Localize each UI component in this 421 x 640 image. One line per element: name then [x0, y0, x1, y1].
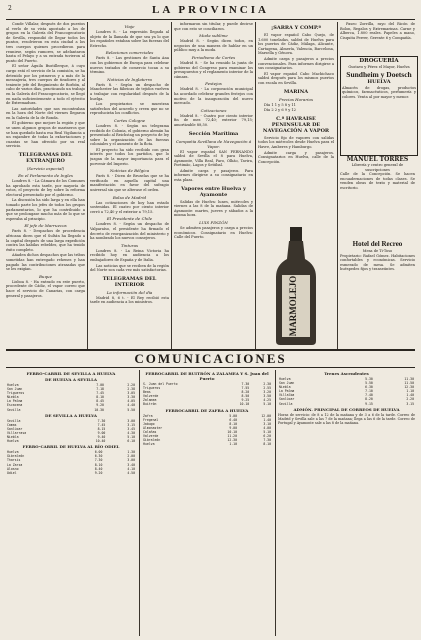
bottle-label: MARMOLEJO [288, 275, 298, 337]
column-2 [90, 22, 169, 350]
article-paragraph: Madrid 8. - Según dicen todos, en negocios de una manera de hablar en un público muy a la moda. [174, 39, 253, 53]
timetable-heading: DE SEVILLA A HUELVA [45, 412, 97, 418]
departure-time: 2.55 [263, 386, 271, 391]
article-heading: Festejos [205, 81, 222, 87]
article-paragraph: Los propietarios se muestran satisfechos del acuerdo y creen que no se reproducirán los conflictos. [90, 102, 169, 116]
departure-time: 8.10 [229, 421, 238, 426]
station-name: La Zarza [7, 462, 23, 467]
communications-heading: COMUNICACIONES [134, 351, 287, 366]
timetable-column-3 [278, 370, 415, 636]
station-name: Sevilla [7, 407, 21, 412]
article-paragraph: El vapor español Cabo Machichaco saldrá después para los mismos puertos con escala en Sevilla. [258, 71, 334, 85]
station-name: Fregenal [143, 417, 159, 422]
departure-time: 2.30 [263, 382, 271, 386]
article-paragraph: Admite carga y pasajeros. Para informes dirigirse a su consignatario en esta plaza. [174, 168, 253, 183]
article-paragraph: Madrid 8. - Cuatro por ciento interior fin de mes 72,40; exterior 79,15; amortizable 88,50. [174, 113, 253, 127]
departure-time: 8.20 [365, 397, 373, 402]
departure-time: 4.05 [127, 399, 135, 404]
column-5 [340, 22, 415, 52]
timetable-heading: FERRO-CARRIL DE SEVILLA A HUELVA [26, 371, 116, 376]
timetable [6, 383, 136, 412]
departure-time: 12.30 [404, 385, 414, 390]
column-divider [255, 22, 256, 350]
article-paragraph: Las cotizaciones de hoy han estado sostenidas. El cuatro por ciento interior cerró a 72,40 y el exterior a 79,15. [90, 200, 169, 214]
departure-time: 11.30 [404, 377, 414, 381]
drogueria-ad [340, 56, 418, 156]
article-paragraph: Día 1 1 y 5 8 y 11 [264, 102, 296, 107]
column-1 [6, 22, 85, 350]
article-paragraph: París 8. - Las gestiones de Santa Ana con los gobiernos de Europa para celebrar nuevos tratados de comercio tocan a su término. [90, 56, 169, 75]
departure-time: 7.30 [241, 382, 250, 386]
article-heading: TELEGRAMAS DEL INTERIOR [102, 275, 157, 288]
departure-time: 6.10 [127, 439, 135, 444]
torres-subtitle: Librería y centro general de suscripciones [351, 163, 404, 172]
departure-time: 10.10 [239, 402, 250, 407]
drogueria-subtitle: Gustavo y Pérez el Mayor, Huelva [348, 65, 410, 69]
departure-time: 7.45 [96, 391, 104, 396]
article-heading: Compañía Sevillana de Navegación á Vapor. [175, 138, 252, 149]
departure-time: 3.10 [263, 421, 271, 426]
departure-time: 7.55 [241, 386, 250, 391]
article-heading: LUIS PINZÓN [199, 220, 228, 226]
station-name: Buitrón [143, 402, 157, 407]
station-name: Trigueros [7, 391, 25, 396]
article-heading: Bolsa de Madrid [112, 194, 147, 200]
torres-title: MANUEL TORRES [346, 156, 409, 163]
departure-time: 8.15 [97, 426, 106, 431]
departure-time: 7.00 [96, 383, 104, 387]
section-rule [6, 367, 415, 368]
masthead-rule [6, 19, 415, 20]
drogueria-title: DROGUERÍA [359, 58, 399, 64]
departure-time: 3.40 [127, 462, 135, 467]
table-row [278, 402, 415, 406]
article-paragraph: Las autoridades que nos encontraban en la hora del Norte del viernes llegaron en la Galería de la de Ronda. [6, 106, 85, 120]
article-paragraph: París 8. - Despachos de procedencia africana dicen que el Sultán ha llegado a la capital después de una larga expedición contra las kabilas rebeldes, que ha tenido éxito completo. [6, 229, 85, 252]
column-3 [174, 22, 253, 350]
timetable [142, 382, 272, 407]
departure-time: 2.20 [406, 397, 414, 402]
departure-time: 5.10 [263, 402, 271, 407]
hotel-ad [340, 240, 415, 348]
article-paragraph: Madrid 8. - Se ha reunido la junta de gobierno del Congreso para examinar los presupuestos y el reglamento interior de la cámara. [174, 60, 253, 79]
departure-time: 5.00 [229, 413, 238, 418]
column-divider [139, 370, 140, 636]
article-paragraph: Salidas de Huelva: lunes, miércoles y viernes a las 8 de la mañana. Salidas de Ayamonte: martes, jueves y sábados a la misma hora. [174, 199, 253, 218]
timetable [142, 414, 272, 447]
departure-time: 10.30 [94, 407, 104, 412]
station-name: Villarrasa [7, 430, 27, 435]
departure-time: 6.30 [94, 454, 103, 459]
departure-time: 10.10 [227, 429, 238, 434]
article-paragraph: El señor Águila Bustillerque, á cuyo cargo está el servicio de la comisión, se ha detenido por los primeros y a más de la mensajería, tres cuerpos de tiradores y al teniente jefe del Regimiento de Borbón, al cabo de varios días, practicando un trabajo en la Galería del Francogecatorio, se llegó en nada suficientemente a todo el ejército de Extremadura. [6, 64, 85, 106]
departure-time: 9.20 [96, 403, 104, 408]
departure-time: 6.20 [263, 434, 271, 439]
column-4 [258, 22, 334, 222]
article-paragraph: Lisboa 8. - Ha entrado en este puerto, procedente de Cádiz, el vapor correo que hace el servicio de Canarias, con carga general y pasajeros. [6, 279, 85, 298]
table-row [142, 402, 272, 406]
departure-time: 3.00 [127, 458, 135, 463]
departure-time: 8.10 [96, 395, 104, 400]
station-name: Alosno [7, 466, 19, 471]
article-heading: El Presidente de Chile [106, 216, 153, 222]
departure-time: 3.15 [127, 422, 135, 427]
article-heading: Cotizaciones [200, 107, 227, 113]
departure-time: 7.45 [97, 422, 106, 427]
article-paragraph: El proyecto ha sido recibido con gran interés por todos los partidos, que lo juzgan de la mayor importancia para el porvenir del Imperio. [90, 147, 169, 166]
article-paragraph: Admite carga y pasajeros. Consignatarios en Huelva, calle de la Concepción. [258, 150, 334, 164]
article-heading: Moda sublime [199, 33, 228, 39]
article-heading: Precios Horarios [278, 96, 314, 102]
timetable-heading: FERROCARRIL DE ZAFRA A HUELVA [165, 407, 249, 413]
article-paragraph: Conde Villalar, después de dos puestos al verlo de su vista apostado a los de grupos en la Galería del Francogecatorio de Sevilla, respondió de llegar todos los puntos, resolvieron en esta ciudad a los tres cuerpos quienes procedieron para reunirse, según rumores, se adelantaron hasta el Pelayo y a su entrada tuvieron al punto del Puerto. [6, 22, 85, 63]
article-paragraph: París 8. - Según un despacho de Manchester las fábricas de tejidos vuelven a trabajar con regularidad después de la huelga. [90, 82, 169, 101]
article-heading: C.ª HAVRAISE PENINSULAR DE NAVEGACIÓN A VAPOR [262, 115, 330, 134]
station-name: Huelva [143, 442, 155, 447]
departure-time: 6.30 [365, 385, 373, 390]
article-paragraph: Añaden dichos despachos que las tribus sometidas han entregado rehenes y han pagado las contribuciones atrasadas que se les exigían. [6, 253, 85, 272]
article-heading: TELEGRAMAS DEL EXTRANJERO [18, 152, 73, 165]
article-heading: Cortes Cologne [113, 117, 146, 123]
station-name: La Palma [279, 389, 295, 394]
station-name: Niebla [7, 395, 19, 400]
article-heading: Noticias de Inglaterra [107, 76, 152, 82]
page-title: LA PROVINCIA [152, 4, 269, 16]
departure-time: 4.00 [263, 425, 271, 430]
article-paragraph: Londres 8. - La expresión llegada al objeto de la llamada de que sea ya lo que los españoles estaban sobre las fuerzas del Estrecho. [90, 30, 169, 48]
departure-time: 5.10 [263, 429, 271, 434]
article-heading: Sección Marítima [188, 130, 239, 137]
page-number: 2 [8, 5, 12, 12]
departure-time: 4.10 [127, 466, 135, 471]
departure-time: 8.10 [94, 462, 103, 467]
article-paragraph: Paseo Zorrilla, rayo del Ricón de Bolon, Regalos y Extremarinas. Carne y Alberca, 1.800 reales. Papeles a mano, Cisquita Ferrer, Gerente 6 y Compañía. [340, 22, 415, 40]
departure-time: 9.20 [94, 470, 103, 475]
departure-time: 5.10 [127, 435, 135, 440]
article-heading: MARINA [283, 88, 309, 95]
article-heading: Buque [38, 273, 53, 279]
departure-time: 4.25 [263, 398, 271, 403]
column-divider [87, 22, 88, 350]
departure-time: 12.00 [261, 413, 271, 418]
timetable-heading: DE HUELVA A SEVILLA [45, 377, 97, 382]
departure-time: 7.30 [97, 418, 106, 423]
station-name: Sanlúcar [7, 426, 23, 431]
timetable-heading: Trenes Ascendentes [324, 371, 369, 376]
station-name: Huelva [279, 377, 291, 381]
station-name: Valverde [143, 394, 159, 399]
article-paragraph: Día 2 2 y 6 9 y 12 [264, 108, 296, 113]
station-name: Tharsis [7, 458, 21, 463]
departure-time: 5.50 [365, 381, 373, 386]
station-name: Camas [7, 422, 17, 427]
station-name: Huelva [7, 439, 19, 444]
departure-time: 3.45 [127, 426, 135, 431]
station-name: Sanlúcar [279, 397, 295, 402]
departure-time: 8.10 [263, 442, 271, 447]
station-name: Sevilla [279, 401, 293, 406]
timetable [6, 419, 136, 444]
departure-time: 5.50 [127, 407, 135, 412]
station-name: Sevilla [7, 418, 21, 423]
departure-time: 4.40 [127, 403, 135, 408]
article-heading: Tinturas [120, 242, 139, 248]
station-name: Beas [143, 390, 151, 395]
station-name: Calañas [143, 429, 157, 434]
article-heading: Viaje [124, 24, 135, 29]
column-divider [275, 370, 276, 636]
departure-time: 1.10 [229, 442, 238, 447]
timetable-heading: FERRO-CARRIL DE HUELVA AL RÍO ODIEL [22, 444, 120, 450]
masthead [0, 2, 421, 18]
departure-time: 1.40 [263, 417, 271, 422]
departure-time: 7.10 [365, 389, 373, 394]
hotel-subtitle: Mesa de Ti-Toso [362, 249, 393, 253]
drogueria-brand: Sundheim y Doetsch [346, 69, 412, 79]
departure-time: 2.00 [127, 454, 135, 459]
departure-time: 9.40 [97, 435, 106, 440]
hotel-title: Hotel del Recreo [352, 240, 403, 248]
article-paragraph: Londres 8. - Según un telegrama recibido de Colonia, el gobierno alemán ha presentado al Reichstag un proyecto de ley sobre la organización de las fuerzas coloniales y el aumento de la flota. [90, 123, 169, 147]
timetable [278, 377, 415, 406]
timetable-column-1 [6, 370, 136, 636]
departure-time: 8.20 [241, 390, 250, 395]
departure-time: 9.15 [365, 401, 373, 406]
timetable-heading: ADMÓN. PRINCIPAL DE CORREOS DE HUELVA [293, 406, 400, 412]
departure-time: 11.50 [404, 381, 414, 386]
article-heading: La información del día [106, 289, 153, 295]
drogueria-city: HUELVA [367, 78, 391, 85]
drogueria-text: Almacén de drogas, productos químicos, farmacéuticos, perfumería y colores. Venta al por mayor y menor. [342, 85, 416, 99]
departure-time: 9.00 [229, 425, 238, 430]
station-name: Escacena [7, 403, 23, 408]
departure-time: 5.30 [365, 377, 373, 381]
station-name: Gibraleón [7, 454, 25, 459]
departure-time: 12.30 [227, 438, 238, 443]
article-paragraph: Admite carga y pasajeros a precios convencionales. Para informes dirigirse a sus consignatarios. [258, 56, 334, 71]
station-name: S. Juan del Puerto [143, 382, 178, 386]
station-name: Trigueros [143, 386, 161, 391]
departure-time: 4.30 [127, 430, 135, 435]
departure-time: 3.15 [406, 401, 414, 406]
departure-time: 7.30 [94, 458, 103, 463]
departure-time: 8.40 [94, 466, 103, 471]
torres-text: Calle de la Concepción. Se hacen encuadernaciones de todas clases. Se venden obras de texto y material de escritorio. [340, 172, 415, 190]
station-name: Jabugo [143, 421, 155, 426]
station-name: Huelva [7, 383, 19, 387]
station-name: San Juan [7, 387, 23, 392]
article-heading: Vapores entre Huelva y Ayamonte [181, 185, 246, 198]
departure-time: 7.18 [96, 387, 104, 392]
article-paragraph: París 8. - Dicen de Bruselas que se ha verificado en aquella capital una manifestación en favor del sufragio universal sin que se alterase el orden. [90, 174, 169, 193]
departure-time: 9.25 [241, 398, 250, 403]
station-name: Zalamea [143, 398, 157, 403]
article-heading: En el Parlamento de Ingles [18, 173, 73, 179]
departure-time: 9.00 [97, 430, 106, 435]
timetable [6, 450, 136, 475]
article-heading: Noticias de Bélgica [109, 168, 150, 174]
departure-time: 10.40 [95, 439, 106, 444]
hotel-text: Propietario: Rafael Gómez. Habitaciones confortables y económicas. Servicio esmerado de mesa. Se admiten huéspedes fijos y transeúntes. [340, 253, 415, 272]
station-name: Odiel [7, 470, 17, 475]
bottle-ad [262, 225, 332, 347]
table-row [6, 408, 136, 412]
station-name: Niebla [7, 435, 19, 440]
torres-ad [340, 156, 415, 236]
article-paragraph: informaron sin titular, y puede decirse que con esto se conciliaron. [174, 22, 253, 31]
departure-time: 7.40 [365, 393, 373, 398]
bottle-icon [262, 225, 332, 347]
article-paragraph: Servicio fijo de vapores con salidas todos los miércoles desde Huelva para el Havre, Amberes y Hamburgo. [258, 135, 334, 149]
departure-time: 1.10 [406, 389, 414, 394]
table-row [6, 439, 136, 443]
departure-time: 3.20 [263, 390, 271, 395]
station-name: Villalba [279, 393, 295, 398]
departure-time: 8.45 [96, 399, 104, 404]
article-paragraph: Londres 8. - La Reina Victoria ha recibido hoy en audiencia a los embajadores de España y de Italia. [90, 248, 169, 262]
notice-text: Horas de servicio: de 8 a 12 de la mañana y de 3 a 6 de la tarde. Correo de Madrid y Sevilla sale a las 7 de la mañana; llega a las 6 de la tarde. Correo de Portugal y Ayamonte sale a las 8 de la mañana. [278, 412, 415, 426]
departure-time: 6.40 [229, 417, 238, 422]
article-paragraph: Las noticias que se reciben de la región del Norte son cada vez más satisfactorias. [90, 263, 169, 273]
article-paragraph: Se admiten pasajeros y carga a precios económicos. Consignatario en Huelva: Calle del Puerto. [174, 226, 253, 240]
article-paragraph: Londres 8. - Según un despacho de Valparaíso, el presidente ha firmado el decreto de reorganización del ministerio y ha nombrado los nuevos consejeros. [90, 222, 169, 241]
article-heading: Relaciones comerciales [105, 50, 154, 56]
table-row [6, 471, 136, 475]
station-name: Gibraleón [143, 438, 161, 443]
departure-time: 6.00 [94, 450, 103, 455]
article-heading: ¡SARRA Y COMP.ª [271, 25, 321, 31]
departure-time: 8.50 [241, 394, 250, 399]
article-paragraph: El gobierno que mejore la región y que se unen algunos grupos de marineros que se han quedado hasta esa Real Vigilancia a un enjambre de todas la exhortaciones y cuantas se han ofrecido por su real servicio. [6, 121, 85, 149]
article-heading: Periodismo de Cortes [191, 54, 236, 60]
timetable-heading: FERROCARRIL DE BUITRÓN A ZALAMEA Y S. Juan del Puerto [145, 371, 269, 381]
timetable-column-2 [142, 370, 272, 636]
table-row [142, 442, 272, 446]
article-paragraph: Madrid 8. - La corporación municipal ha acordado celebrar grandes festejos con motivo de la inauguración del nuevo mercado. [174, 87, 253, 106]
station-name: Niebla [279, 385, 291, 390]
station-name: Zafra [143, 413, 153, 418]
departure-time: 3.05 [127, 391, 135, 396]
station-name: Valverde [143, 434, 159, 439]
departure-time: 1.40 [406, 393, 414, 398]
departure-time: 3.00 [127, 418, 135, 423]
article-paragraph: Madrid 8, 6 t. - El Rey recibió esta tarde en audiencia a los ministros. [90, 295, 169, 305]
departure-time: 2.38 [127, 387, 135, 392]
station-name: Huelva [7, 450, 19, 455]
article-paragraph: Londres 8. - La Cámara de los Comunes ha aprobado esta tarde, por mayoría de votos, el proyecto de ley sobre la reforma electoral presentado por el gobierno. [6, 179, 85, 197]
departure-time: 2.20 [127, 383, 135, 387]
departure-time: 1.30 [127, 450, 135, 455]
departure-time: 3.50 [263, 394, 271, 399]
article-heading: El jefe de Marruecos [24, 223, 67, 229]
departure-time: 3.30 [127, 395, 135, 400]
station-name: Almonaster [143, 425, 163, 430]
column-divider [337, 22, 338, 350]
departure-time: 11.20 [227, 434, 238, 439]
article-heading: (Servicio especial) [26, 166, 65, 172]
article-paragraph: El vapor español SAN FERNANDO saldrá de Sevilla el 8 para Huelva, Ayamonte, Villa Real, Faro, Olhão, Tavira, Portimão, Lagos y Setúbal. [174, 149, 253, 168]
article-paragraph: El vapor español Cabo Quejo, de 1.600 toneladas, saldrá de Huelva para los puertos de Cádiz, Málaga, Alicante, Cartagena, Almería, Valencia, Barcelona, Marsella y Génova. [258, 33, 334, 56]
station-name: San Juan [279, 381, 295, 386]
article-paragraph: La discusión ha sido larga y en ella han tomado parte los jefes de todos los grupos parlamentarios, lo que ha contribuido a que se prolongase mucho más de lo que se esperaba al principio. [6, 198, 85, 221]
station-name: La Palma [7, 399, 23, 404]
column-divider [171, 22, 172, 350]
departure-time: 4.50 [127, 470, 135, 475]
departure-time: 7.30 [263, 438, 271, 443]
